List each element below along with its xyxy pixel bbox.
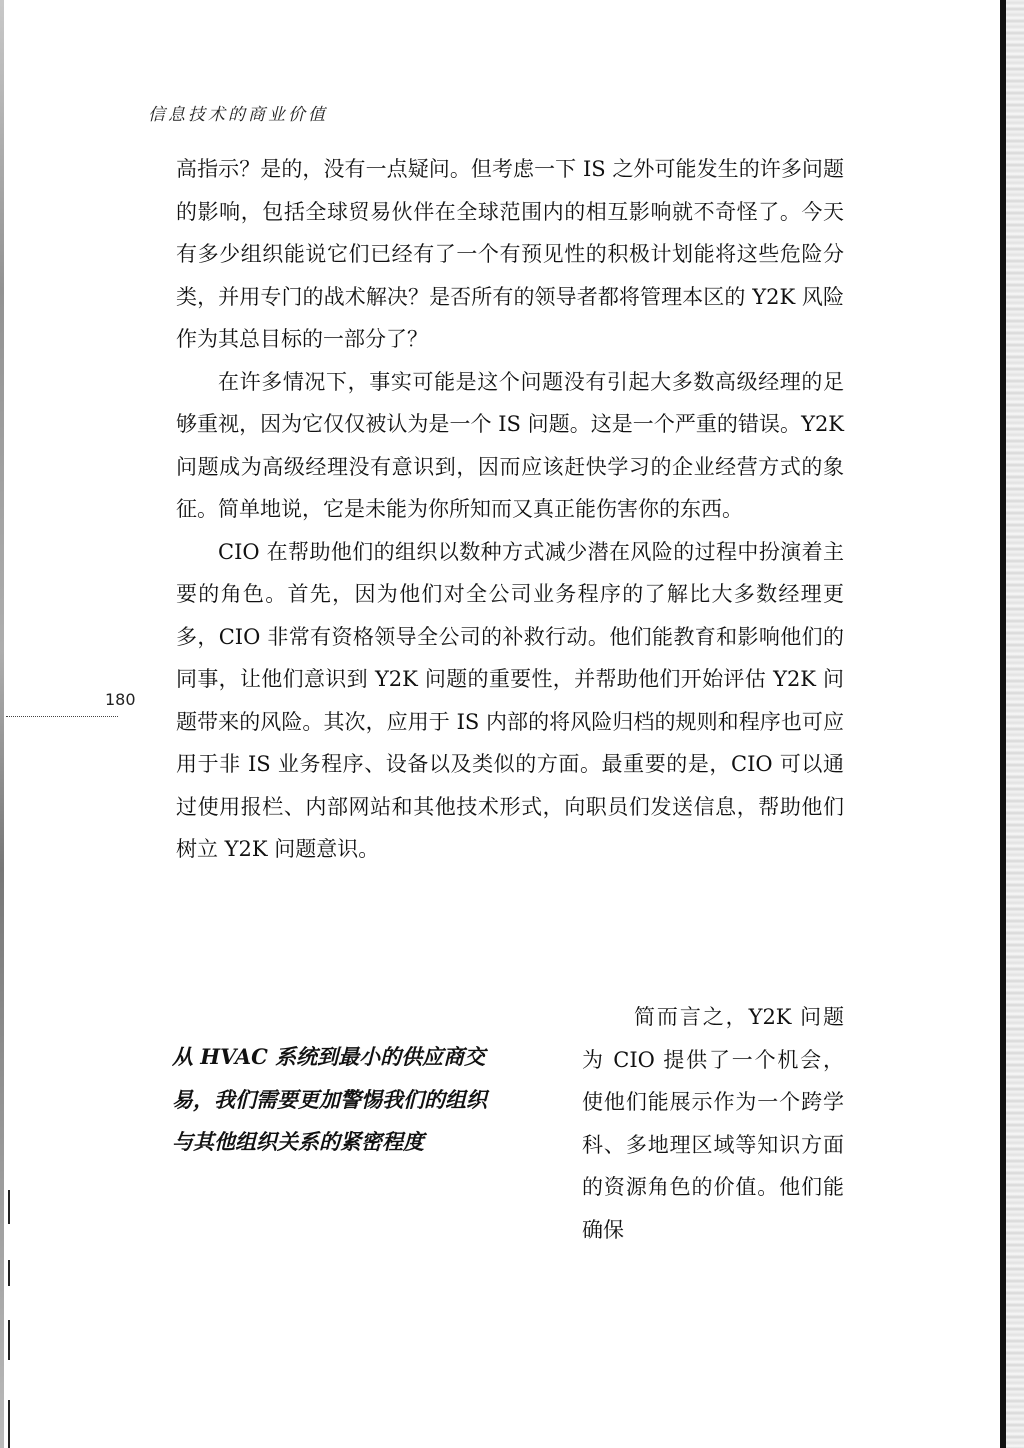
paragraph: CIO 在帮助他们的组织以数种方式减少潜在风险的过程中扮演着主要的角色。首先，因为他们对全公司业务程序的了解比大多数经理更多，CIO 非常有资格领导全公司的补救行动。他们能教育和影响他们的同事，让他们意识到 Y2K 问题的重要性，并帮助他们开始评估 Y2K 问题带来的风险。其次，应用于 IS 内部的将风险归档的规则和程序也可应用于非 IS 业务程序、设备以及类似的方面。最重要的是，CIO 可以通过使用报栏、内部网站和其他技术形式，向职员们发送信息，帮助他们树立 Y2K 问题意识。: [176, 539, 844, 861]
gutter-mark: [8, 1190, 10, 1224]
gutter-mark: [8, 1320, 10, 1360]
page-number: 180: [105, 690, 136, 709]
side-column: [582, 996, 844, 1251]
scan-edge-left: [0, 0, 4, 1448]
running-head: 信息技术的商业价值: [148, 105, 328, 125]
gutter-mark: [8, 1400, 10, 1448]
paragraph: 简而言之，Y2K 问题为 CIO 提供了一个机会，使他们能展示作为一个跨学科、多地理区域等知识方面的资源角色的价值。他们能确保: [582, 1005, 844, 1242]
scan-edge-noise: [1006, 0, 1024, 1448]
body-text: [176, 148, 844, 871]
pull-quote: 从 HVAC 系统到最小的供应商交易，我们需要更加警惕我们的组织与其他组织关系的紧密程度: [172, 1044, 487, 1154]
gutter-dotted-rule: [6, 716, 118, 717]
paragraph: 在许多情况下，事实可能是这个问题没有引起大多数高级经理的足够重视，因为它仅仅被认为是一个 IS 问题。这是一个严重的错误。Y2K 问题成为高级经理没有意识到，因而应该赶快学习的企业经营方式的象征。简单地说，它是未能为你所知而又真正能伤害你的东西。: [176, 369, 844, 521]
gutter-mark: [8, 1260, 10, 1286]
paragraph: 高指示？是的，没有一点疑问。但考虑一下 IS 之外可能发生的许多问题的影响，包括全球贸易伙伴在全球范围内的相互影响就不奇怪了。今天有多少组织能说它们已经有了一个有预见性的积极计划能将这些危险分类，并用专门的战术解决？是否所有的领导者都将管理本区的 Y2K 风险作为其总目标的一部分了？: [176, 157, 844, 351]
